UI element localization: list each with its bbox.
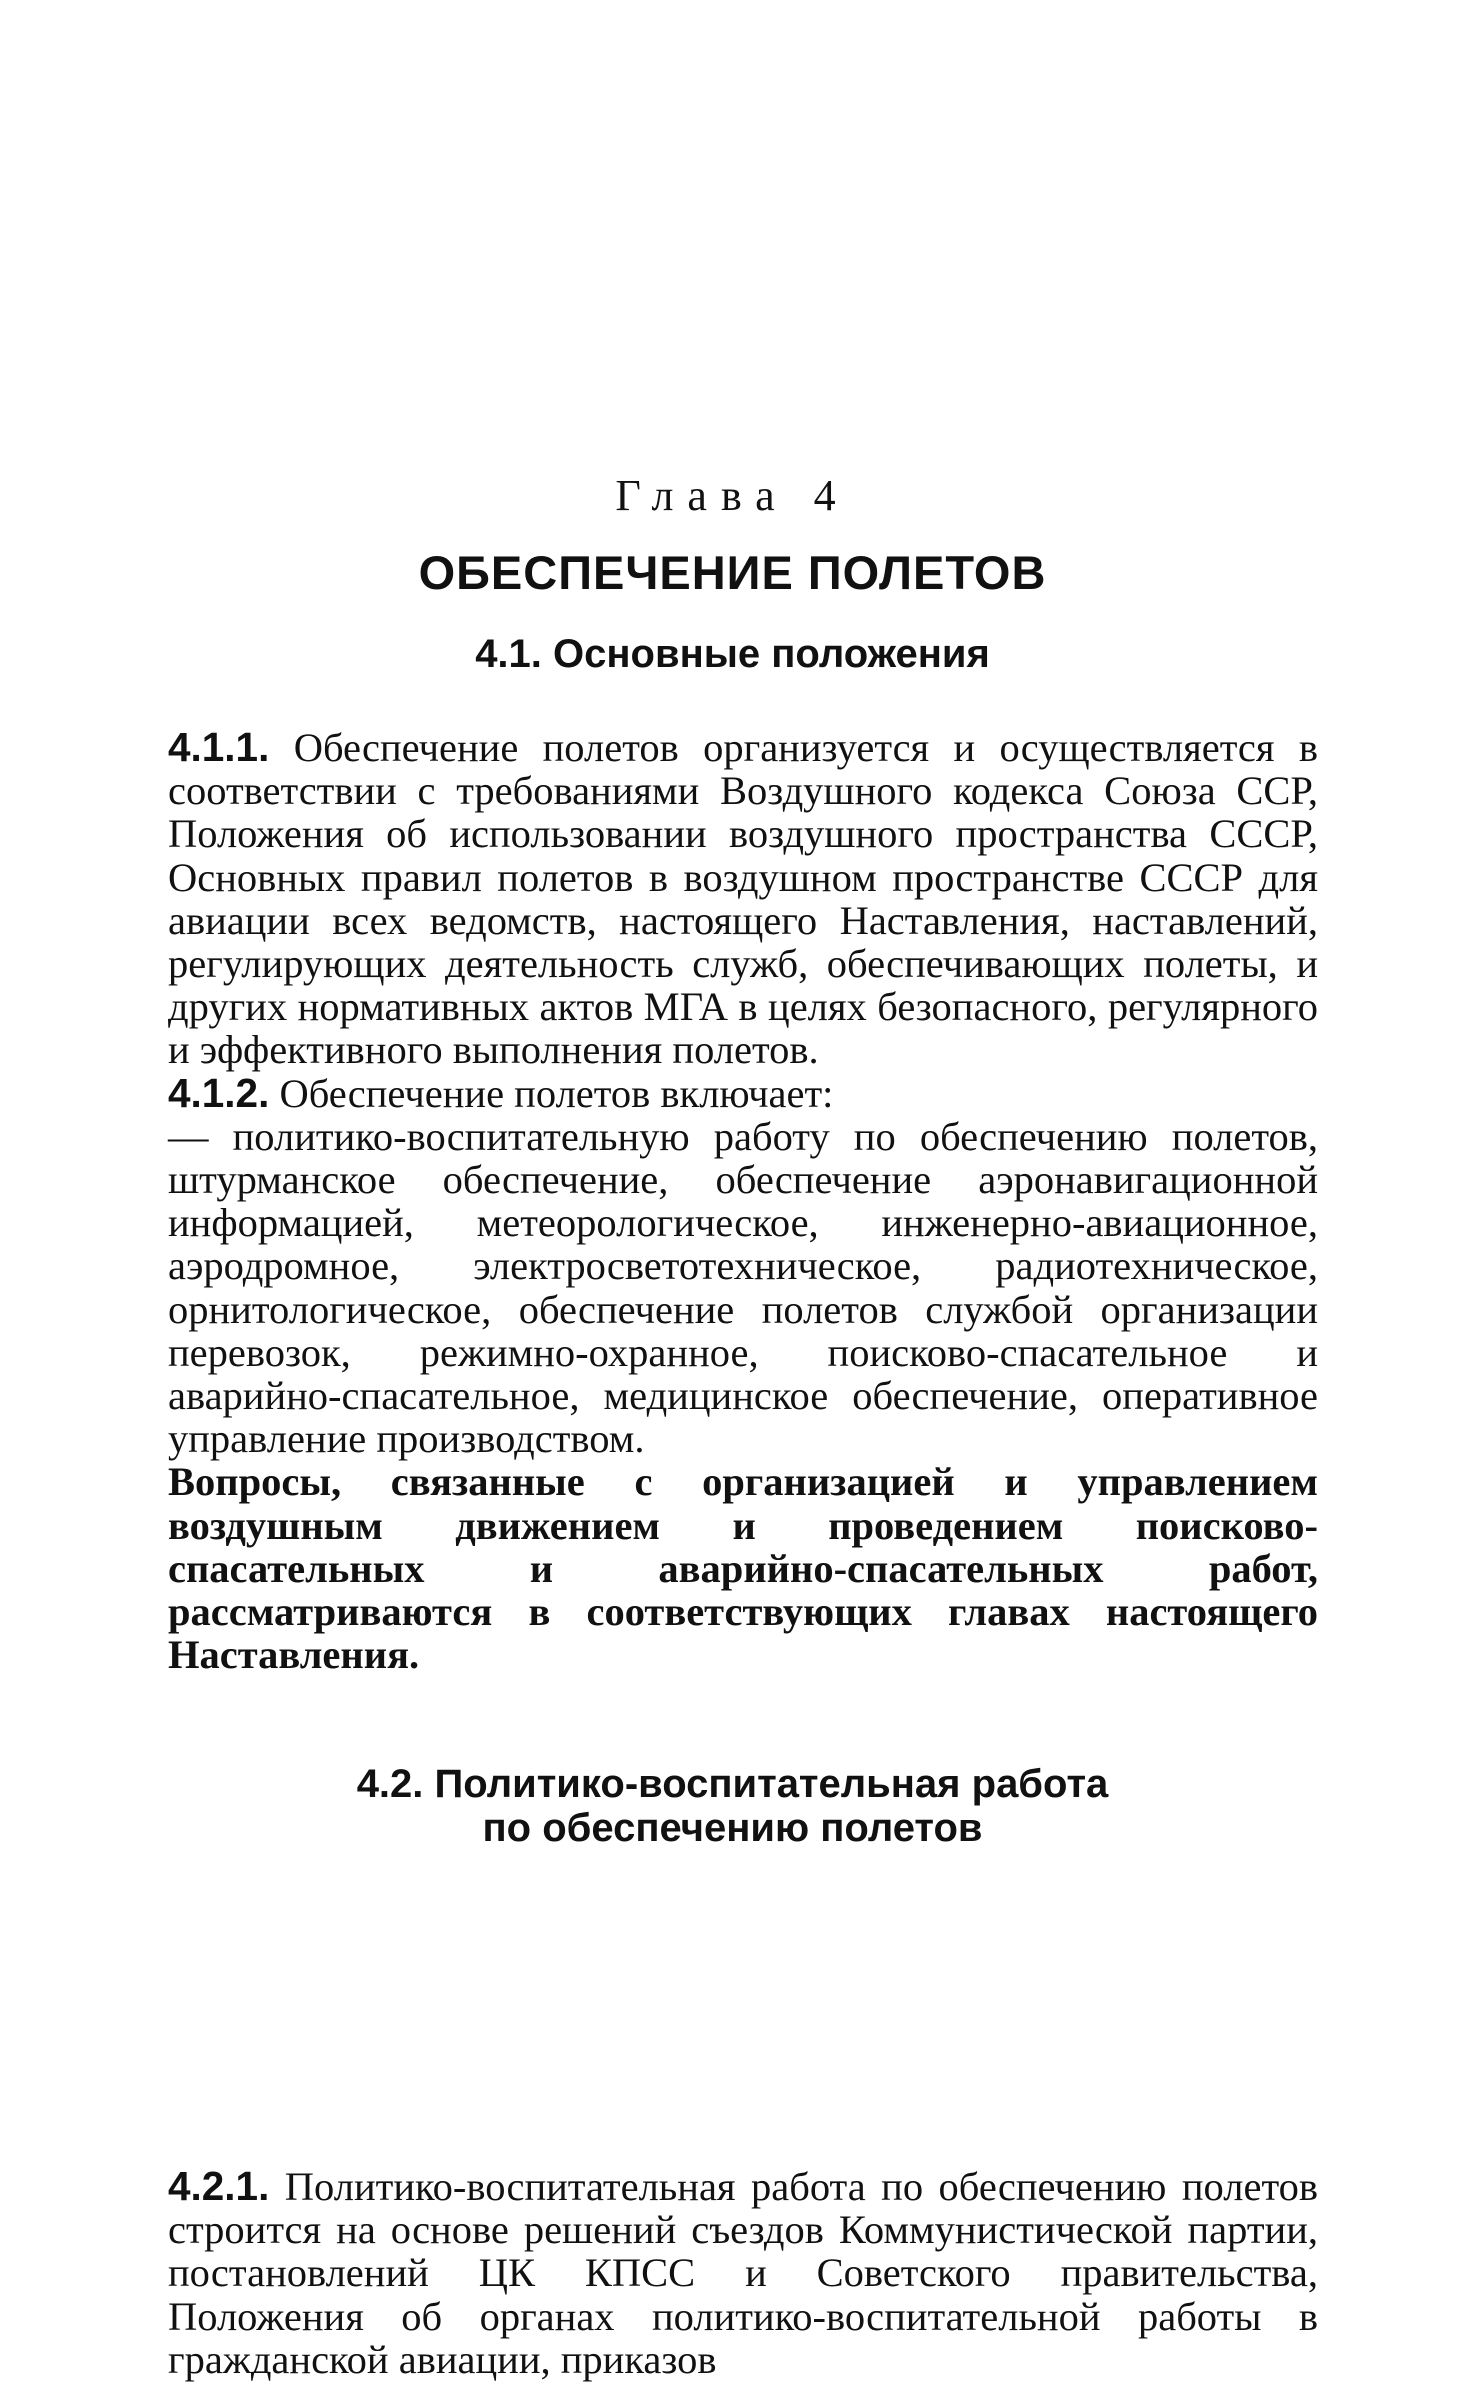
section-heading-line-1: 4.2. Политико-воспитательная работа	[356, 1762, 1109, 1806]
section-4-1-body	[168, 726, 1318, 1676]
chapter-title: ОБЕСПЕЧЕНИЕ ПОЛЕТОВ	[418, 546, 1047, 599]
list-marker: —	[168, 1113, 209, 1159]
paragraph-text: Обеспечение полетов включает:	[279, 1070, 834, 1116]
paragraph-4-1-2	[168, 1069, 1318, 1116]
paragraph-number: 4.1.1.	[168, 724, 270, 770]
closing-paragraph: Вопросы, связанные с организацией и управлением воздушным движением и проведением поисково-спасательных и аварийно-спасательных работ, рассматриваются в соответствующих главах настоящего Наставления.	[168, 1459, 1318, 1678]
paragraph-text: Политико-воспитательная работа по обеспечению полетов строится на основе решений съездов Коммунистической партии, постановлений ЦК КПСС и Советского правительства, Положения об органах политико-воспитательной работы в гражданской авиации, приказов	[168, 2164, 1318, 2382]
section-4-2-body	[168, 2165, 1318, 2381]
paragraph-text: Обеспечение полетов организуется и осуществляется в соответствии с требованиями Воздушного кодекса Союза ССР, Положения об использовании воздушного пространства СССР, Основных правил полетов в воздушном пространстве СССР для авиации всех ведомств, настоящего Наставления, наставлений, регулирующих деятельность служб, обеспечивающих полеты, и других нормативных актов МГА в целях безопасного, регулярного и эффективного выполнения полетов.	[168, 725, 1319, 1073]
section-heading-line-2: по обеспечению полетов	[482, 1806, 983, 1850]
paragraph-number: 4.1.2.	[168, 1069, 270, 1116]
list-item	[168, 1115, 1318, 1461]
paragraph-4-1-1	[168, 726, 1318, 1072]
list-item-text: политико-воспитательную работу по обеспечению полетов, штурманское обеспечение, обеспечение аэронавигационной информацией, метеорологическое, инженерно-авиационное, аэродромное, электросветотехническое, радиотехническое, орнитологическое, обеспечение полетов службой организации перевозок, режимно-охранное, поисково-спасательное и аварийно-спасательное, медицинское обеспечение, оперативное управление производством.	[168, 1113, 1319, 1462]
section-heading-4-1: 4.1. Основные положения	[475, 632, 990, 676]
paragraph-4-2-1	[168, 2165, 1318, 2381]
chapter-label: Глава 4	[615, 471, 850, 520]
section-heading-4-2	[0, 1762, 1465, 1850]
paragraph-number: 4.2.1.	[168, 2163, 270, 2209]
